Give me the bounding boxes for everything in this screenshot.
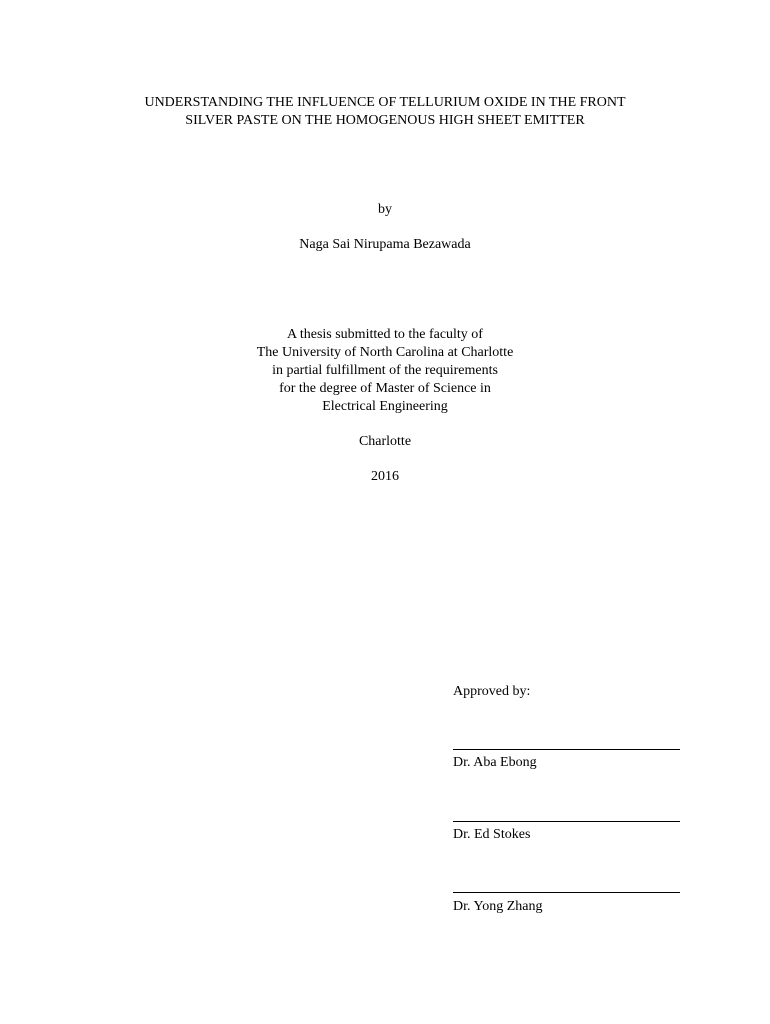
signature-line xyxy=(453,749,680,750)
statement-line-2: The University of North Carolina at Charlotte xyxy=(256,345,514,360)
year: 2016 xyxy=(371,469,399,484)
thesis-title-line-2: SILVER PASTE ON THE HOMOGENOUS HIGH SHEET EMITTER xyxy=(185,113,585,128)
thesis-title-line-1: UNDERSTANDING THE INFLUENCE OF TELLURIUM OXIDE IN THE FRONT xyxy=(144,95,626,110)
signature-line xyxy=(453,821,680,822)
signature-line xyxy=(453,892,680,893)
author-name: Naga Sai Nirupama Bezawada xyxy=(299,237,471,252)
statement-line-1: A thesis submitted to the faculty of xyxy=(287,327,483,342)
approved-by-label: Approved by: xyxy=(453,684,531,699)
signatory-name: Dr. Ed Stokes xyxy=(453,827,531,842)
by-label: by xyxy=(378,202,392,217)
signatory-name: Dr. Yong Zhang xyxy=(453,899,543,914)
place: Charlotte xyxy=(358,434,412,449)
signatory-name: Dr. Aba Ebong xyxy=(453,755,537,770)
statement-line-4: for the degree of Master of Science in xyxy=(279,381,491,396)
statement-line-3: in partial fulfillment of the requirements xyxy=(272,363,498,378)
statement-line-5: Electrical Engineering xyxy=(322,399,448,414)
